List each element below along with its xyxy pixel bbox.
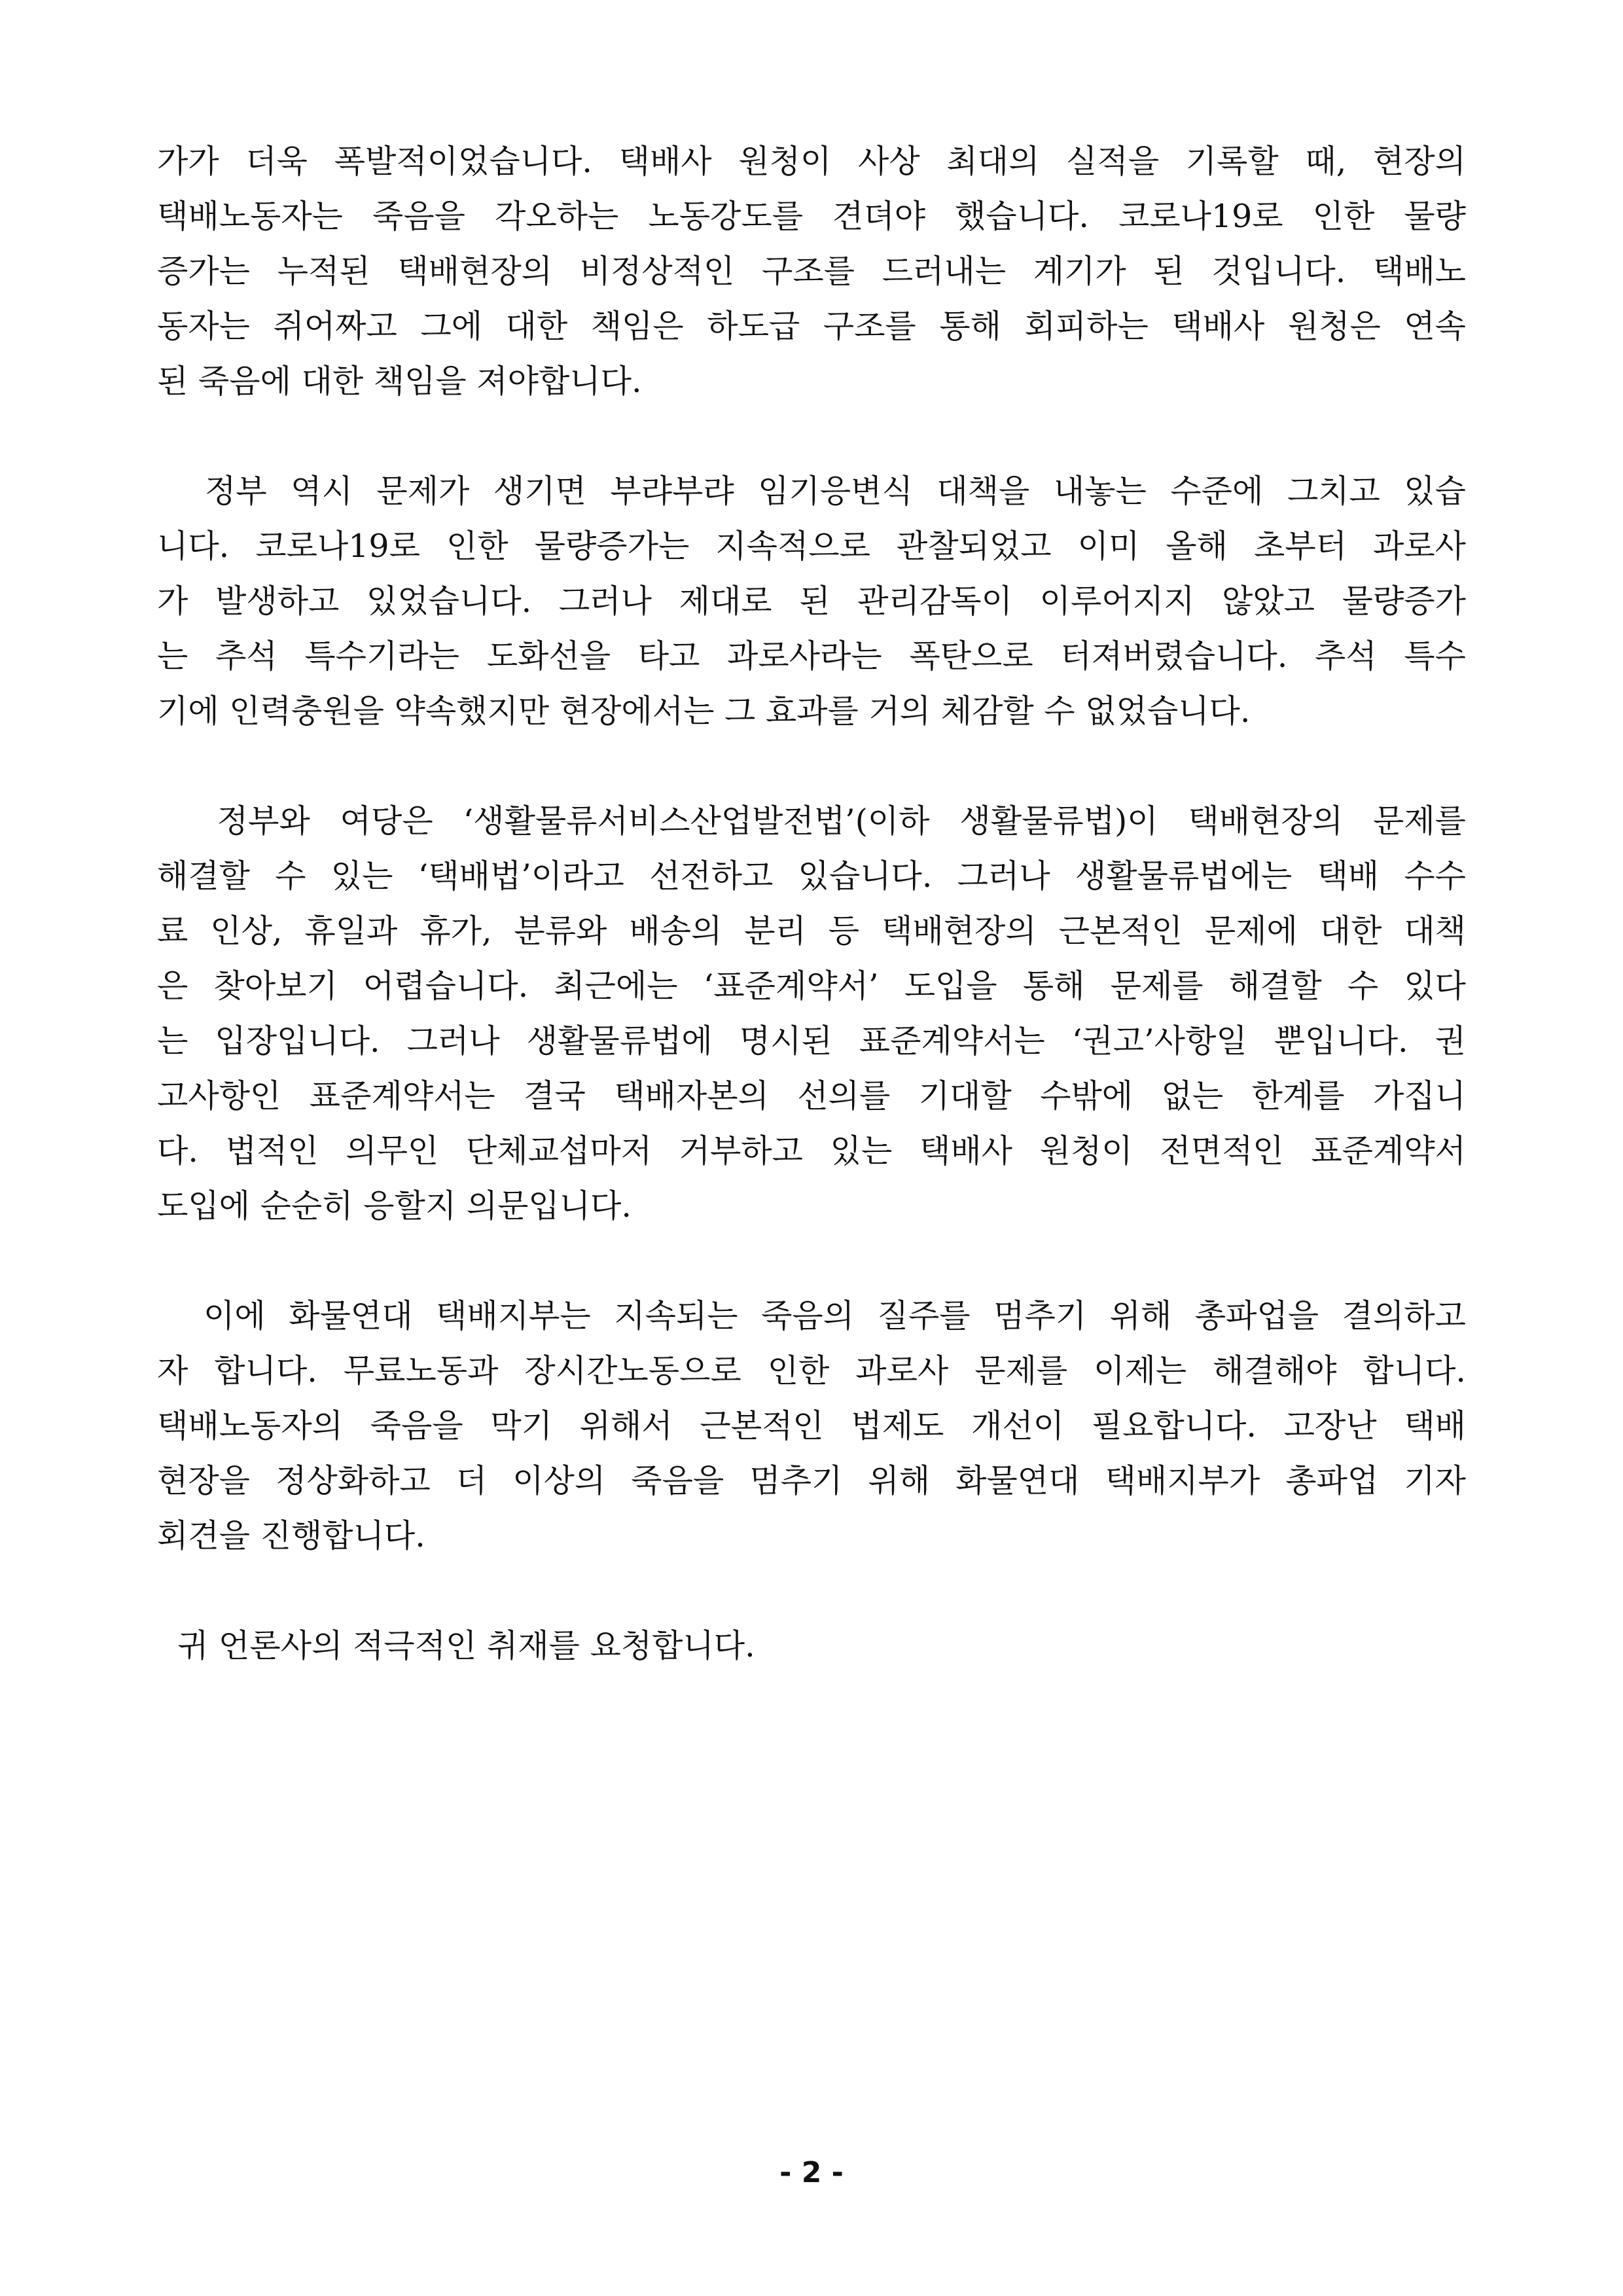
paragraph-spacer [157, 409, 1466, 464]
text-line: 해결할 수 있는 ‘택배법’이라고 선전하고 있습니다. 그러나 생활물류법에는 택배 수수 [157, 857, 1466, 895]
text-line: 가 발생하고 있었습니다. 그러나 제대로 된 관리감독이 이루어지지 않았고 물량증가 [157, 583, 1466, 620]
text-line: 는 추석 특수기라는 도화선을 타고 과로사라는 폭탄으로 터져버렸습니다. 추석 특수 [157, 637, 1466, 675]
text-line: 귀 언론사의 적극적인 취재를 요청합니다. [157, 1627, 755, 1664]
text-line: 이에 화물연대 택배지부는 지속되는 죽음의 질주를 멈추기 위해 총파업을 결의하고 [157, 1297, 1466, 1335]
text-line: 은 찾아보기 어렵습니다. 최근에는 ‘표준계약서’ 도입을 통해 문제를 해결할 수 있다 [157, 967, 1466, 1005]
text-line: 된 죽음에 대한 책임을 져야합니다. [157, 363, 642, 400]
paragraph-1 [157, 134, 1466, 409]
text-line: 동자는 쥐어짜고 그에 대한 책임은 하도급 구조를 통해 회피하는 택배사 원청은 연속 [157, 308, 1466, 345]
text-line: 현장을 정상화하고 더 이상의 죽음을 멈추기 위해 화물연대 택배지부가 총파업 기자 [157, 1462, 1466, 1499]
paragraph-4 [157, 1289, 1466, 1564]
paragraph-spacer [157, 1564, 1466, 1619]
text-line: 도입에 순순히 응할지 의문입니다. [157, 1187, 632, 1225]
text-line: 증가는 누적된 택배현장의 비정상적인 구조를 드러내는 계기가 된 것입니다. 택배노 [157, 253, 1466, 290]
text-line: 정부 역시 문제가 생기면 부랴부랴 임기응변식 대책을 내놓는 수준에 그치고 있습 [157, 473, 1466, 510]
paragraph-2 [157, 464, 1466, 739]
paragraph-5 [157, 1619, 1466, 1674]
text-line: 정부와 여당은 ‘생활물류서비스산업발전법’(이하 생활물류법)이 택배현장의 문제를 [157, 802, 1466, 840]
text-line: 택배노동자의 죽음을 막기 위해서 근본적인 법제도 개선이 필요합니다. 고장난 택배 [157, 1407, 1466, 1444]
text-line: 기에 인력충원을 약속했지만 현장에서는 그 효과를 거의 체감할 수 없었습니다. [157, 692, 1251, 730]
text-line: 자 합니다. 무료노동과 장시간노동으로 인한 과로사 문제를 이제는 해결해야 합니다. [157, 1352, 1466, 1390]
document-body [157, 134, 1466, 1674]
paragraph-spacer [157, 739, 1466, 794]
paragraph-spacer [157, 1234, 1466, 1289]
paragraph-3 [157, 794, 1466, 1234]
text-line: 회견을 진행합니다. [157, 1517, 425, 1554]
text-line: 다. 법적인 의무인 단체교섭마저 거부하고 있는 택배사 원청이 전면적인 표준계약서 [157, 1132, 1466, 1170]
text-line: 가가 더욱 폭발적이었습니다. 택배사 원청이 사상 최대의 실적을 기록할 때, 현장의 [157, 143, 1466, 180]
page-number: - 2 - [779, 2156, 844, 2189]
text-line: 택배노동자는 죽음을 각오하는 노동강도를 견뎌야 했습니다. 코로나19로 인한 물량 [157, 198, 1466, 235]
text-line: 료 인상, 휴일과 휴가, 분류와 배송의 분리 등 택배현장의 근본적인 문제에 대한 대책 [157, 912, 1466, 950]
text-line: 니다. 코로나19로 인한 물량증가는 지속적으로 관찰되었고 이미 올해 초부터 과로사 [157, 528, 1466, 565]
text-line: 고사항인 표준계약서는 결국 택배자본의 선의를 기대할 수밖에 없는 한계를 가집니 [157, 1077, 1466, 1115]
text-line: 는 입장입니다. 그러나 생활물류법에 명시된 표준계약서는 ‘권고’사항일 뿐입니다. 권 [157, 1022, 1466, 1060]
